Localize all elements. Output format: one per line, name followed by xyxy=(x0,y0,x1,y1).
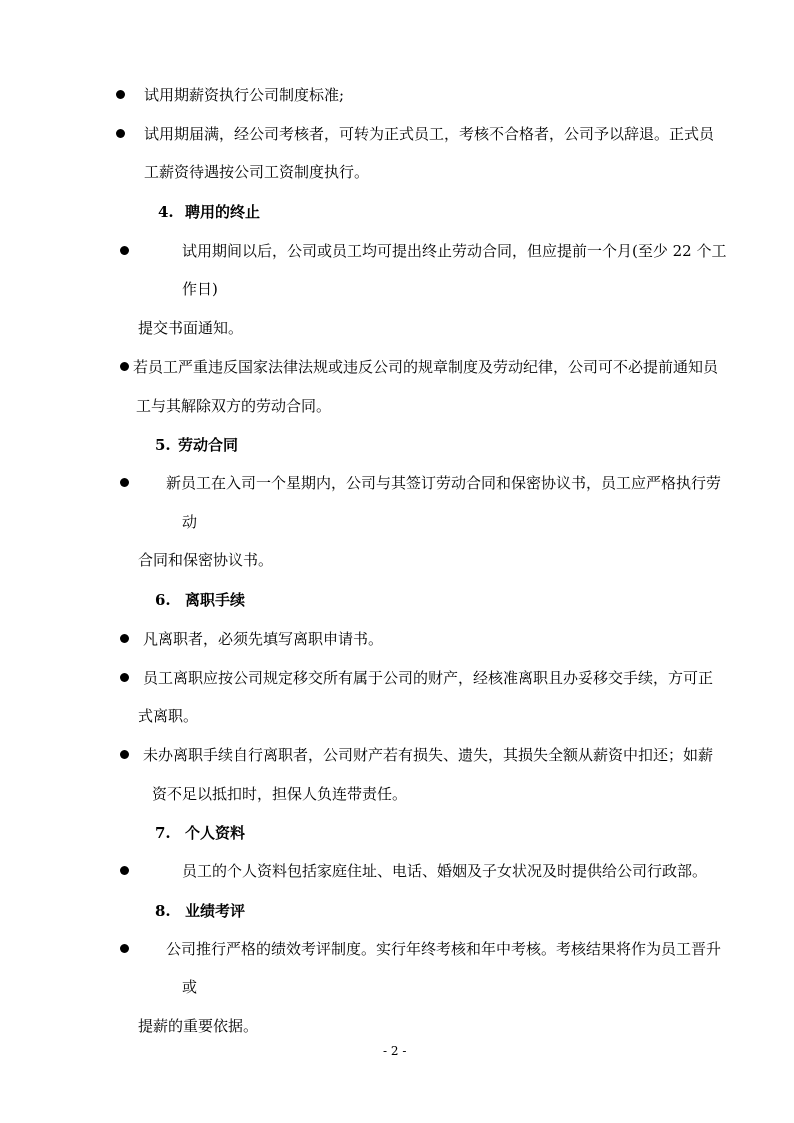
paragraph-line: 试用期间以后，公司或员工均可提出终止劳动合同，但应提前一个月(至少 22 个工 xyxy=(182,242,727,260)
paragraph-line: 试用期薪资执行公司制度标准; xyxy=(144,86,345,104)
section-heading: 劳动合同 xyxy=(178,436,239,454)
paragraph-line: 动 xyxy=(182,513,198,531)
section-number: 8. xyxy=(155,902,171,920)
bullet-icon xyxy=(120,866,129,875)
paragraph-line: 公司推行严格的绩效考评制度。实行年终考核和年中考核。考核结果将作为员工晋升 xyxy=(166,940,722,958)
section-heading: 业绩考评 xyxy=(185,902,246,920)
section-heading: 离职手续 xyxy=(185,591,246,609)
paragraph-line: 员工的个人资料包括家庭住址、电话、婚姻及子女状况及时提供给公司行政部。 xyxy=(182,862,708,880)
paragraph-line: 资不足以抵扣时，担保人负连带责任。 xyxy=(152,785,408,803)
paragraph-line: 新员工在入司一个星期内，公司与其签订劳动合同和保密协议书，员工应严格执行劳 xyxy=(166,474,722,492)
bullet-icon xyxy=(120,673,129,682)
paragraph-line: 员工离职应按公司规定移交所有属于公司的财产，经核准离职且办妥移交手续，方可正 xyxy=(143,669,714,687)
paragraph-line: 若员工严重违反国家法律法规或违反公司的规章制度及劳动纪律，公司可不必提前通知员 xyxy=(133,358,719,376)
bullet-icon xyxy=(120,634,129,643)
paragraph-line: 工薪资待遇按公司工资制度执行。 xyxy=(144,163,370,181)
bullet-icon xyxy=(120,362,129,371)
section-heading: 个人资料 xyxy=(185,824,246,842)
section-heading: 聘用的终止 xyxy=(185,203,261,221)
section-number: 7. xyxy=(155,824,171,842)
bullet-icon xyxy=(120,246,129,255)
section-number: 4. xyxy=(158,203,174,221)
page-number: - 2 - xyxy=(383,1044,407,1058)
paragraph-line: 凡离职者，必须先填写离职申请书。 xyxy=(143,630,384,648)
bullet-icon xyxy=(120,944,129,953)
section-number: 5. xyxy=(155,436,171,454)
paragraph-line: 提薪的重要依据。 xyxy=(138,1017,259,1035)
bullet-icon xyxy=(116,90,125,99)
bullet-icon xyxy=(120,750,129,759)
paragraph-line: 提交书面通知。 xyxy=(138,319,244,337)
paragraph-line: 或 xyxy=(182,978,198,996)
section-number: 6. xyxy=(155,591,171,609)
paragraph-line: 工与其解除双方的劳动合同。 xyxy=(136,397,332,415)
paragraph-line: 合同和保密协议书。 xyxy=(138,551,274,569)
paragraph-line: 作日) xyxy=(182,280,218,298)
bullet-icon xyxy=(116,129,125,138)
paragraph-line: 未办离职手续自行离职者，公司财产若有损失、遗失，其损失全额从薪资中扣还；如薪 xyxy=(143,746,714,764)
bullet-icon xyxy=(120,478,129,487)
paragraph-line: 试用期届满，经公司考核者，可转为正式员工，考核不合格者，公司予以辞退。正式员 xyxy=(144,125,715,143)
paragraph-line: 式离职。 xyxy=(138,707,199,725)
